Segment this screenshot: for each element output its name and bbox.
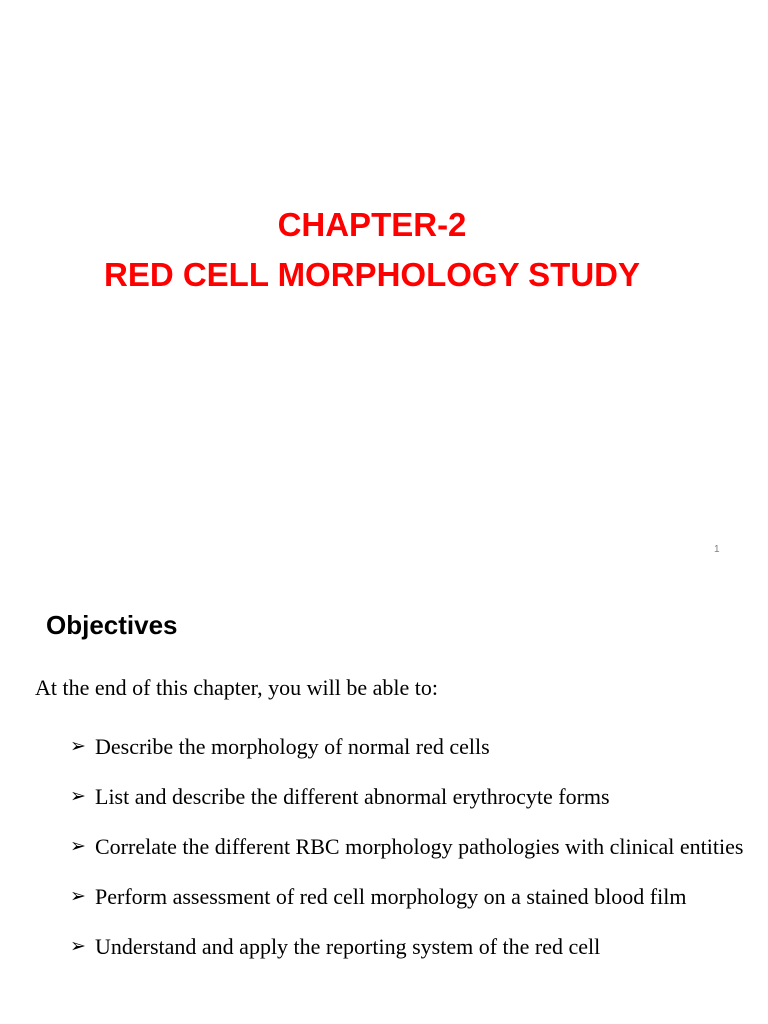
arrow-bullet-icon: ➢ <box>70 885 86 907</box>
page-number: 1 <box>714 544 720 555</box>
objectives-intro: At the end of this chapter, you will be able to: <box>35 675 438 700</box>
arrow-bullet-icon: ➢ <box>70 835 86 857</box>
objective-text: Describe the morphology of normal red cells <box>95 734 490 759</box>
objectives-list <box>70 724 750 974</box>
objective-text: Perform assessment of red cell morphology on a stained blood film <box>95 884 687 909</box>
objective-item <box>70 874 750 919</box>
objective-text: List and describe the different abnormal erythrocyte forms <box>95 784 610 809</box>
arrow-bullet-icon: ➢ <box>70 735 86 757</box>
objective-item <box>70 824 750 869</box>
arrow-bullet-icon: ➢ <box>70 785 86 807</box>
objective-text: Correlate the different RBC morphology pathologies with clinical entities <box>95 834 744 859</box>
objectives-heading: Objectives <box>46 610 178 640</box>
objective-text: Understand and apply the reporting system of the red cell <box>95 934 601 959</box>
objective-item <box>70 774 750 819</box>
arrow-bullet-icon: ➢ <box>70 935 86 957</box>
chapter-title: RED CELL MORPHOLOGY STUDY <box>104 256 640 293</box>
objective-item <box>70 724 750 769</box>
objective-item <box>70 924 750 969</box>
chapter-number: CHAPTER-2 <box>277 206 467 243</box>
